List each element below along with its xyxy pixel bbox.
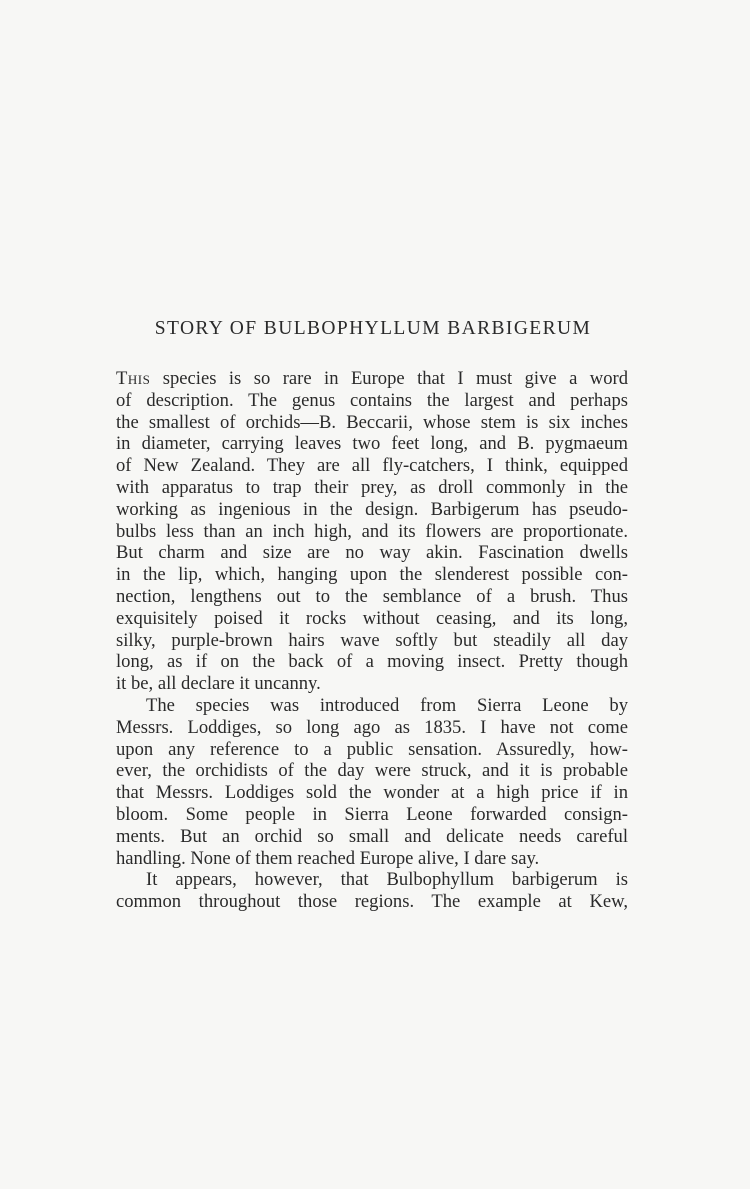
text-line: with apparatus to trap their prey, as droll commonly in the [116,476,628,498]
text-line: ever, the orchidists of the day were struck, and it is probable [116,760,628,782]
text-line: that Messrs. Loddiges sold the wonder at a high price if in [116,782,628,804]
text-line: the smallest of orchids—B. Beccarii, whose stem is six inches [116,411,628,433]
text-line: of New Zealand. They are all fly-catchers, I think, equipped [116,455,628,477]
text-line: bloom. Some people in Sierra Leone forwarded consign- [116,803,628,825]
text-line: exquisitely poised it rocks without ceasing, and its long, [116,607,628,629]
text-line: it be, all declare it uncanny. [116,673,321,695]
text-line: But charm and size are no way akin. Fascination dwells [116,542,628,564]
text-line: upon any reference to a public sensation. Assuredly, how- [116,738,628,760]
text-line: bulbs less than an inch high, and its flowers are proportionate. [116,520,628,542]
text-line: Messrs. Loddiges, so long ago as 1835. I have not come [116,716,628,738]
text-line: ments. But an orchid so small and delicate needs careful [116,825,628,847]
text-line: silky, purple-brown hairs wave softly but steadily all day [116,629,628,651]
text-line: of description. The genus contains the largest and perhaps [116,389,628,411]
text-line: This species is so rare in Europe that I must give a word [116,368,628,389]
text-line: common throughout those regions. The example at Kew, [116,891,628,913]
opening-word: This [116,368,151,389]
text-line: The species was introduced from Sierra Leone by [146,694,628,716]
text-line: long, as if on the back of a moving insect. Pretty though [116,651,628,673]
text-line: in the lip, which, hanging upon the slenderest possible con- [116,564,628,586]
text-line: in diameter, carrying leaves two feet long, and B. pygmaeum [116,433,628,455]
chapter-heading: STORY OF BULBOPHYLLUM BARBIGERUM [154,318,592,339]
text-line: handling. None of them reached Europe alive, I dare say. [116,847,540,869]
body-text [116,368,628,913]
text-line: working as ingenious in the design. Barbigerum has pseudo- [116,498,628,520]
text-line: nection, lengthens out to the semblance of a brush. Thus [116,585,628,607]
text-line: It appears, however, that Bulbophyllum barbigerum is [146,869,628,891]
